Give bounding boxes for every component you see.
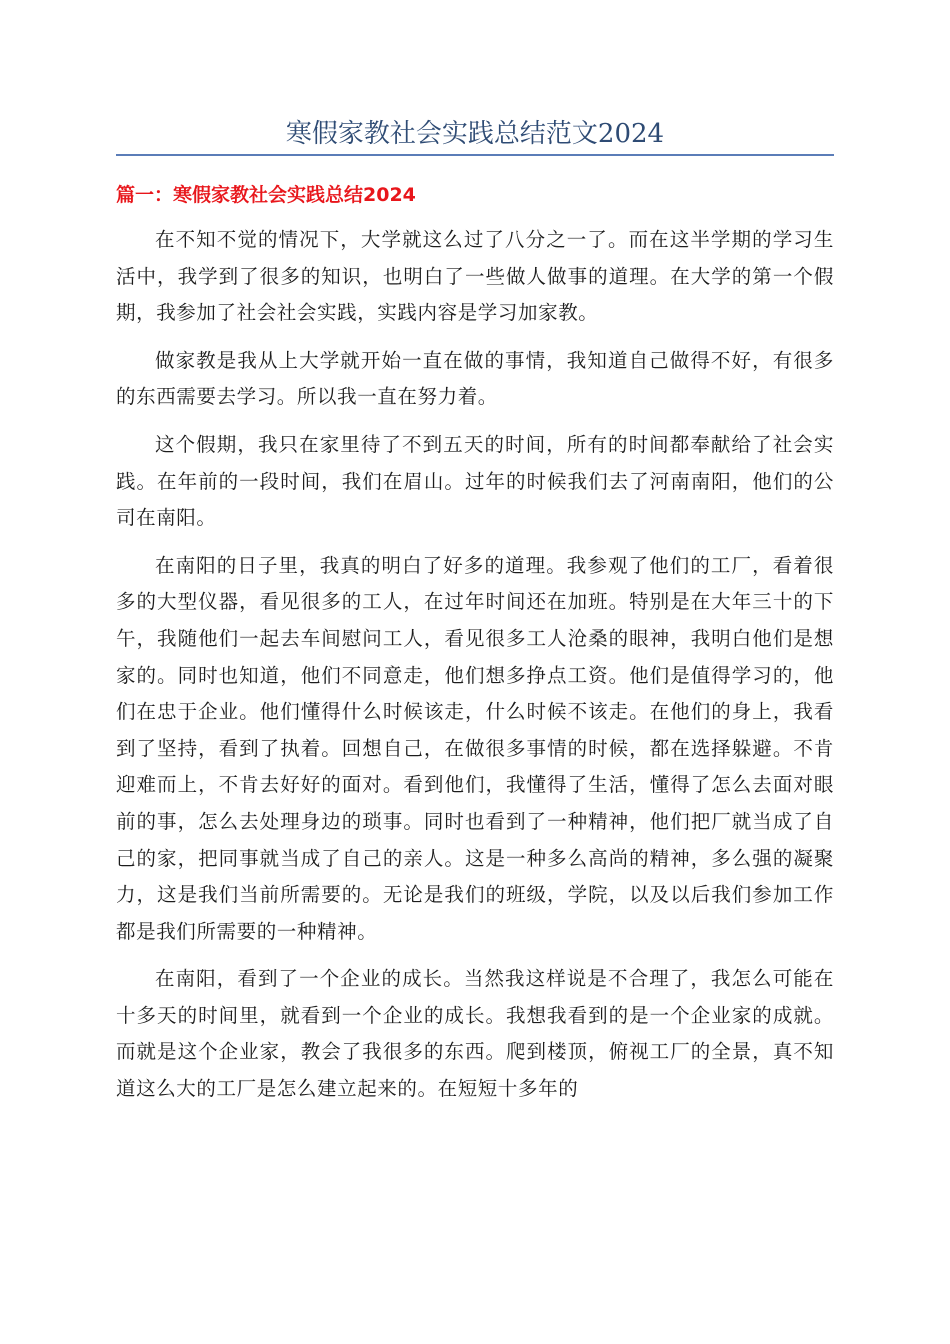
document-body xyxy=(116,222,834,1119)
paragraph-1: 在不知不觉的情况下，大学就这么过了八分之一了。而在这半学期的学习生活中，我学到了很多的知识，也明白了一些做人做事的道理。在大学的第一个假期，我参加了社会社会实践，实践内容是学习加家教。 xyxy=(116,228,834,325)
section-heading: 篇一：寒假家教社会实践总结2024 xyxy=(116,184,416,206)
paragraph-4: 在南阳的日子里，我真的明白了好多的道理。我参观了他们的工厂，看着很多的大型仪器，看见很多的工人，在过年时间还在加班。特别是在大年三十的下午，我随他们一起去车间慰问工人，看见很多工人沧桑的眼神，我明白他们是想家的。同时也知道，他们不同意走，他们想多挣点工资。他们是值得学习的，他们在忠于企业。他们懂得什么时候该走，什么时候不该走。在他们的身上，我看到了坚持，看到了执着。回想自己，在做很多事情的时候，都在选择躲避。不肯迎难而上，不肯去好好的面对。看到他们，我懂得了生活，懂得了怎么去面对眼前的事，怎么去处理身边的琐事。同时也看到了一种精神，他们把厂就当成了自己的家，把同事就当成了自己的亲人。这是一种多么高尚的精神，多么强的凝聚力，这是我们当前所需要的。无论是我们的班级，学院，以及以后我们参加工作都是我们所需要的一种精神。 xyxy=(116,553,834,943)
paragraph-5: 在南阳，看到了一个企业的成长。当然我这样说是不合理了，我怎么可能在十多天的时间里，就看到一个企业的成长。我想我看到的是一个企业家的成就。而就是这个企业家，教会了我很多的东西。爬到楼顶，俯视工厂的全景，真不知道这么大的工厂是怎么建立起来的。在短短十多年的 xyxy=(116,967,834,1101)
title-underline xyxy=(116,154,834,156)
document-title: 寒假家教社会实践总结范文2024 xyxy=(285,119,665,149)
paragraph-3: 这个假期，我只在家里待了不到五天的时间，所有的时间都奉献给了社会实践。在年前的一段时间，我们在眉山。过年的时候我们去了河南南阳，他们的公司在南阳。 xyxy=(116,432,834,530)
paragraph-2: 做家教是我从上大学就开始一直在做的事情，我知道自己做得不好，有很多的东西需要去学习。所以我一直在努力着。 xyxy=(116,348,834,409)
